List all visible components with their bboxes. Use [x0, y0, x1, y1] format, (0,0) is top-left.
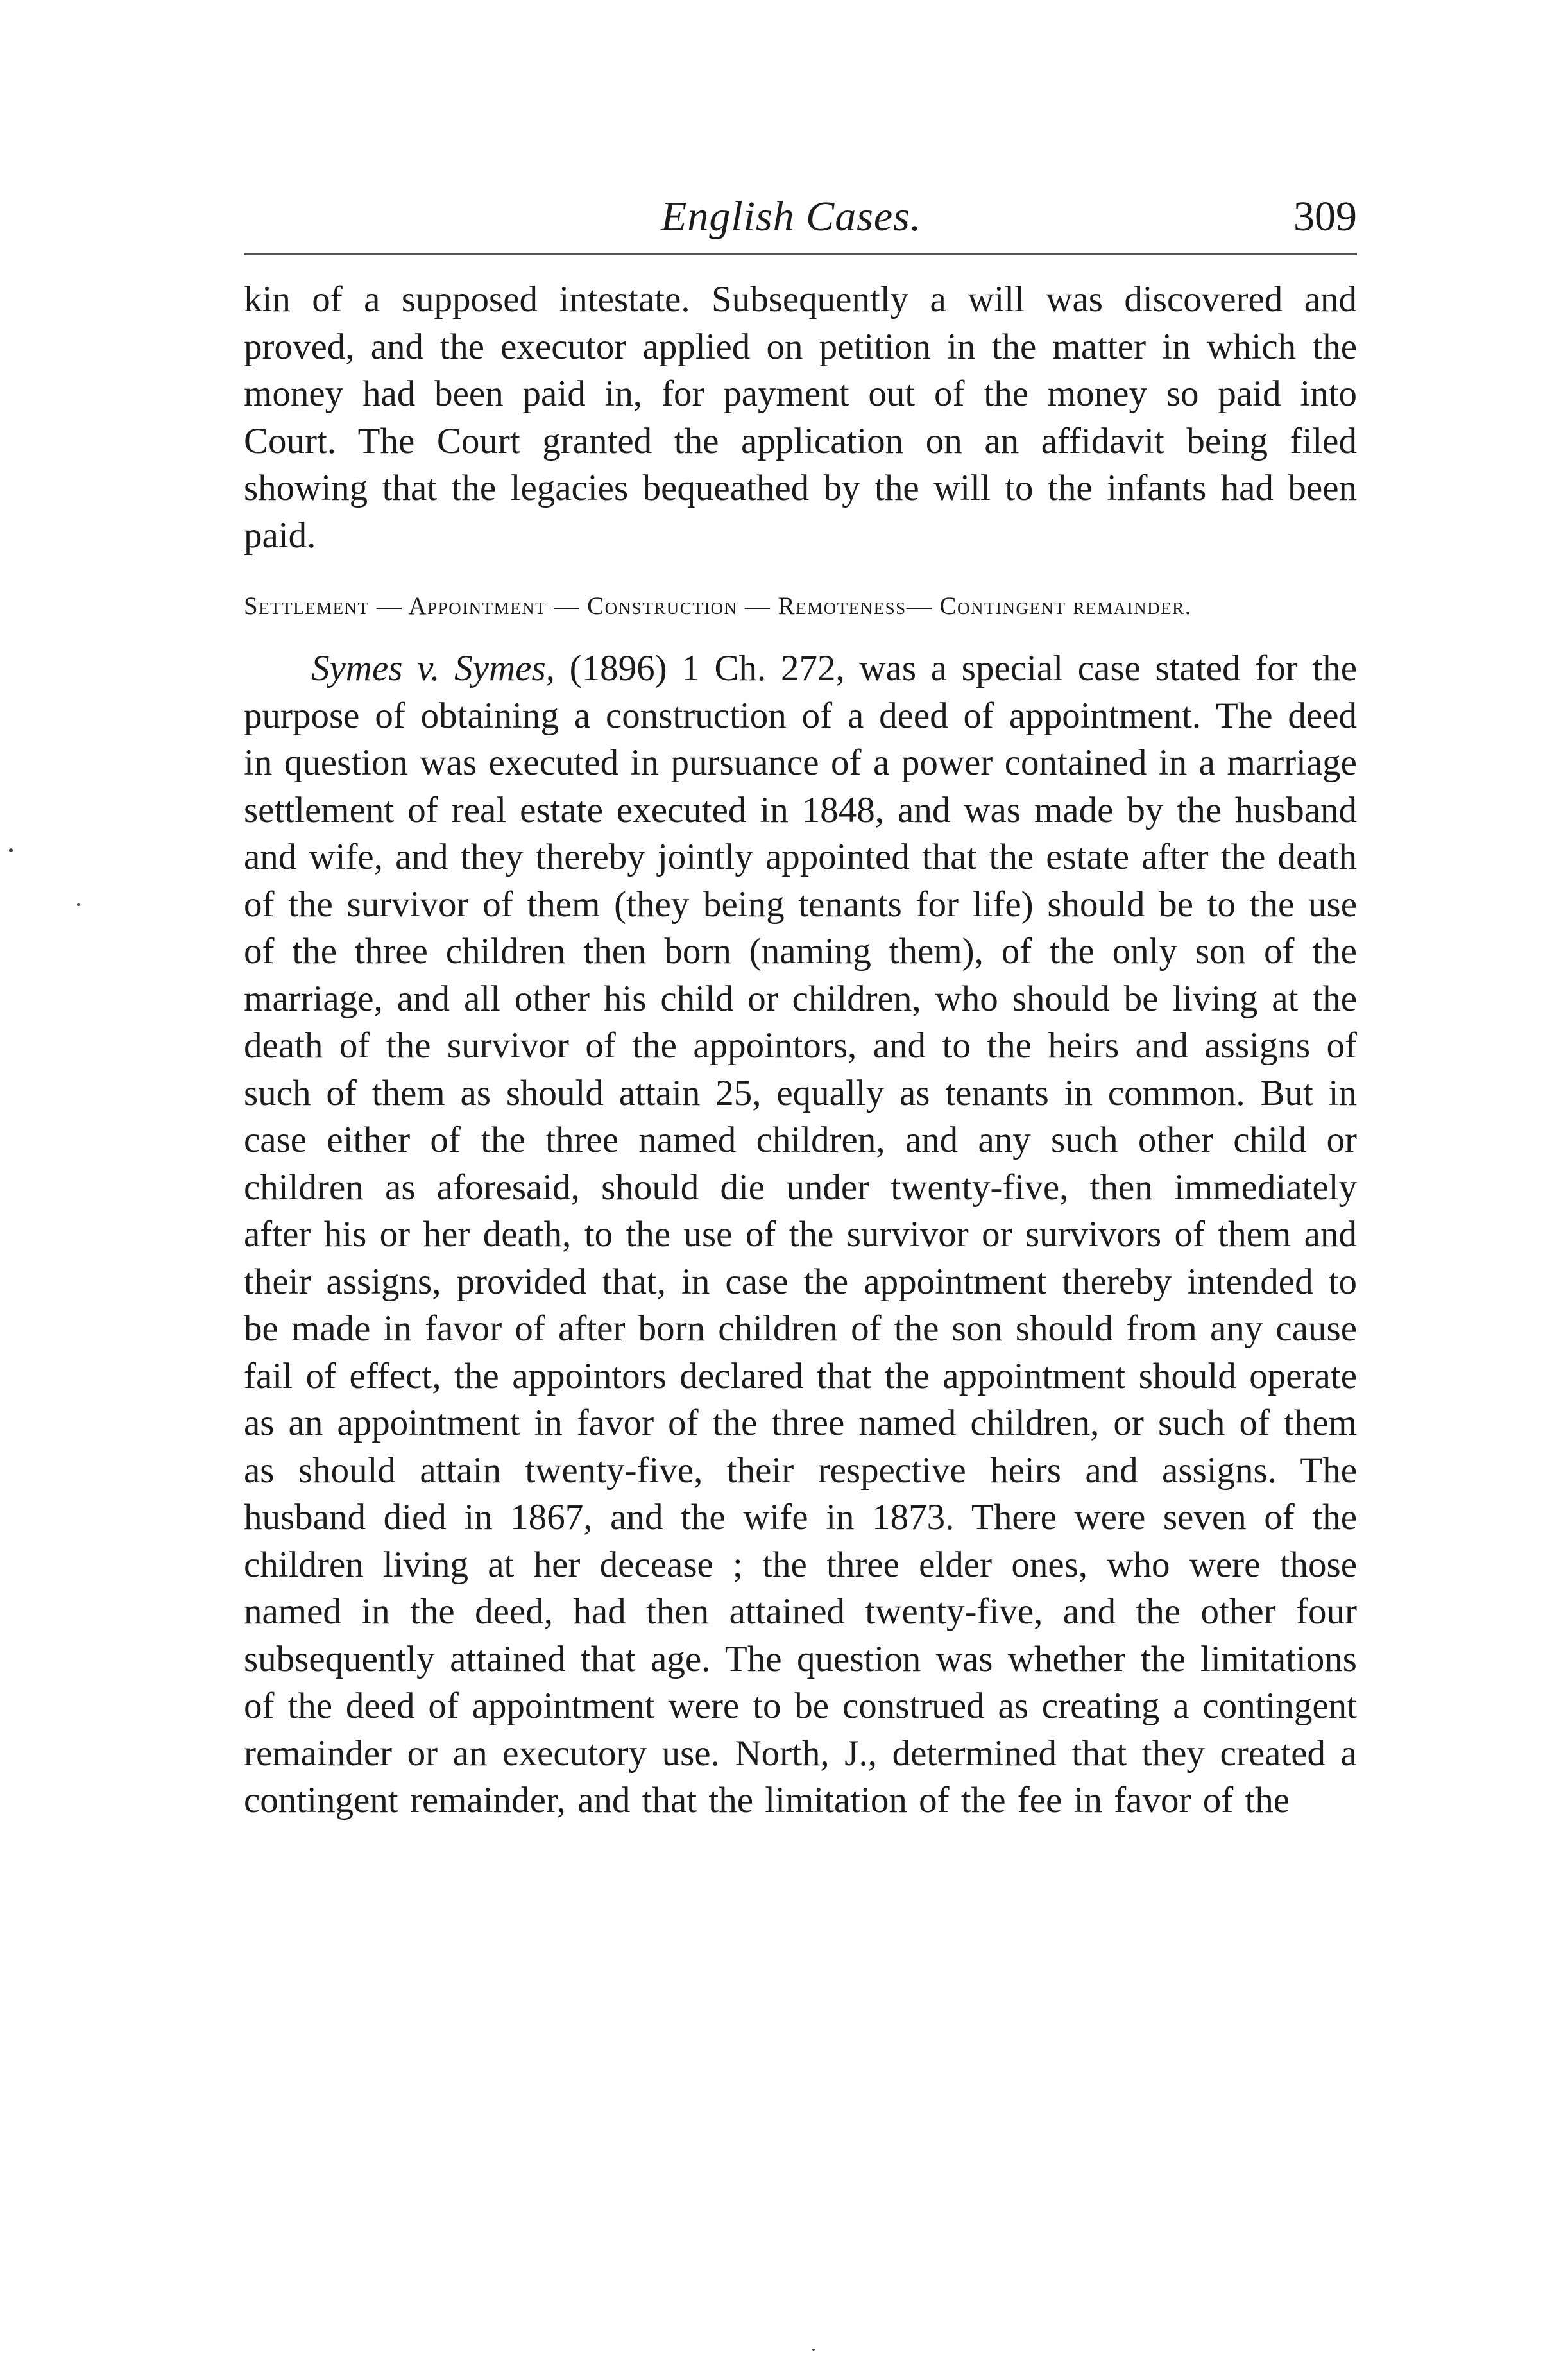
running-title: English Cases. — [661, 193, 922, 240]
print-speck — [9, 848, 13, 852]
page-number: 309 — [1293, 193, 1357, 240]
running-head — [244, 193, 1357, 263]
print-speck — [812, 2349, 815, 2351]
paragraph-case — [244, 645, 1357, 1824]
body-text — [244, 276, 1357, 1824]
header-rule — [244, 253, 1357, 255]
print-speck — [77, 903, 80, 906]
section-heading: Settlement — Appointment — Construction — Remoteness— Contingent remainder. — [244, 592, 1192, 620]
paragraph-continuation: kin of a supposed intestate. Subsequently a will was discovered and proved, and the executor applied on petition in the matter in which the money had been paid in, for payment out of the money so paid into Court. The Court granted the application on an affidavit being filed showing that the legacies bequeathed by the will to the infants had been paid. — [244, 279, 1357, 556]
paragraph-case-body: (1896) 1 Ch. 272, was a special case stated for the purpose of obtaining a construction of a deed of appointment. The deed in question was executed in pursuance of a power contained in a marriage settlement of real estate executed in 1848, and was made by the husband and wife, and they thereby jointly appointed that the estate after the death of the survivor of them (they being tenants for life) should be to the use of the three children then born (naming them), of the only son of the marriage, and all other his child or children, who should be living at the death of the survivor of the appointors, and to the heirs and assigns of such of them as should attain 25, equally as tenants in common. But in case either of the three named children, and any such other child or children as aforesaid, should die under twenty-five, then immediately after his or her death, to the use of the survivor or survivors of them and their assigns, provided that, in case the appointment thereby intended to be made in favor of after born children of the son should from any cause fail of effect, the appointors declared that the appointment should operate as an appointment in favor of the three named children, or such of them as should attain twenty-five, their respective heirs and assigns. The husband died in 1867, and the wife in 1873. There were seven of the children living at her decease ; the three elder ones, who were those named in the deed, had then attained twenty-five, and the other four subsequently attained that age. The question was whether the limitations of the deed of appointment were to be construed as creating a contingent remainder or an executory use. North, J., determined that they created a contingent remainder, and that the limitation of the fee in favor of the — [244, 648, 1358, 1820]
case-name: Symes v. Symes, — [311, 648, 555, 689]
